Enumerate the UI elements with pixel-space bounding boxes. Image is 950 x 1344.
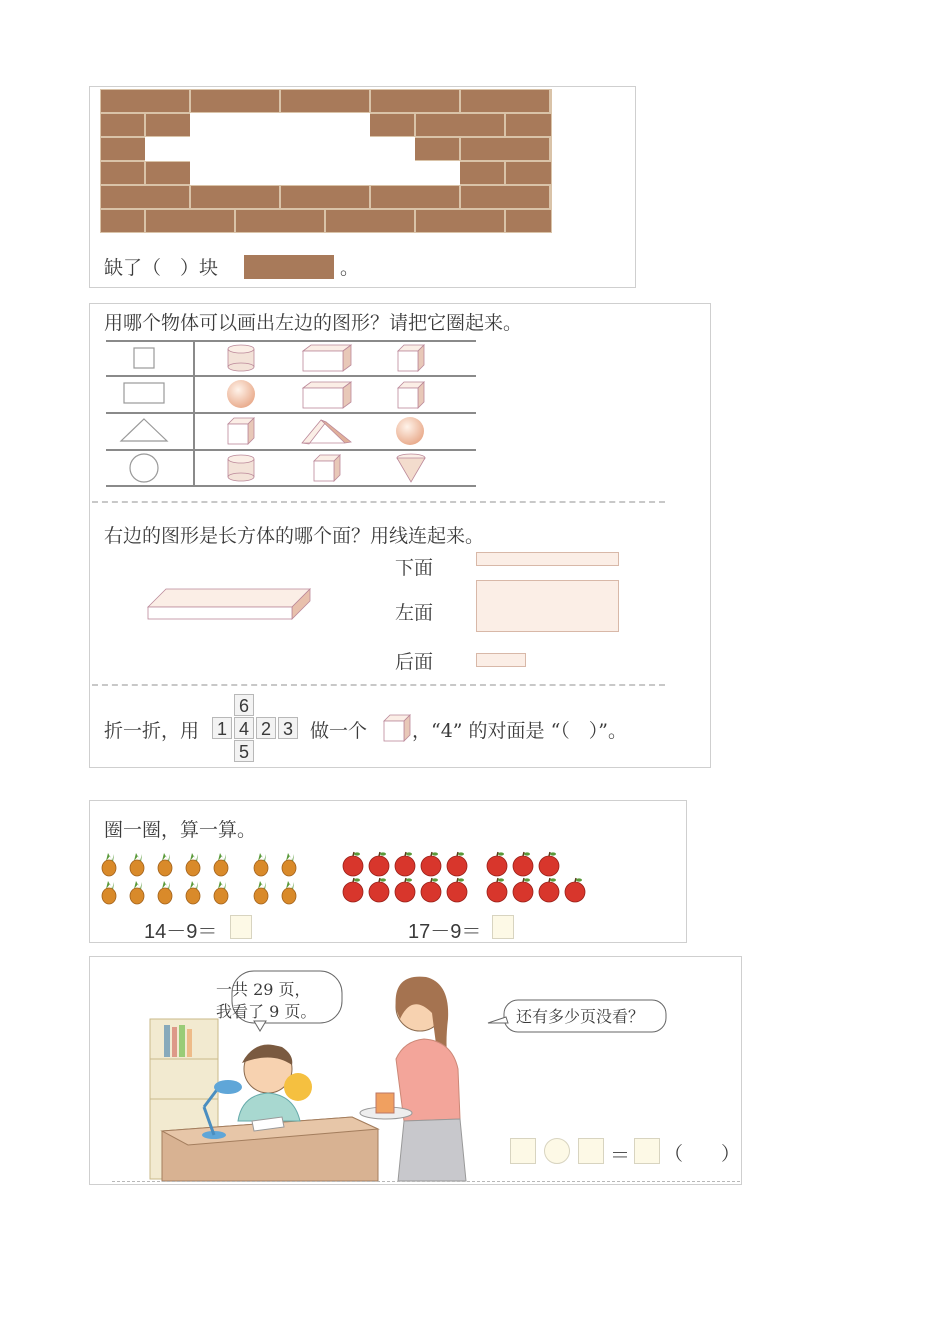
circle-icon	[128, 452, 160, 484]
pineapple-icon	[214, 881, 228, 904]
pineapple-icon	[102, 853, 116, 876]
question-suffix: 。	[340, 257, 360, 279]
pineapple-icon	[254, 853, 268, 876]
apple-icon	[513, 878, 533, 902]
reading-scene-illustration	[142, 959, 542, 1185]
pineapple-icon	[186, 881, 200, 904]
reading-scene-panel	[89, 956, 742, 1185]
pineapple-icon	[186, 853, 200, 876]
net-cell-3: 3	[278, 717, 298, 739]
table-divider	[193, 340, 195, 486]
operand-box-1[interactable]	[510, 1138, 536, 1164]
net-cell-1: 1	[212, 717, 232, 739]
cube-icon[interactable]	[396, 380, 426, 410]
cuboid-icon[interactable]	[301, 343, 353, 373]
triangular-prism-icon[interactable]	[299, 416, 355, 446]
cylinder-icon[interactable]	[225, 453, 257, 483]
brick	[191, 90, 279, 112]
net-cell-4: 4	[234, 717, 254, 739]
fold-prompt-middle: 做一个	[310, 720, 368, 742]
brick-wall-panel	[89, 86, 636, 288]
shape-object-prompt: 用哪个物体可以画出左边的图形？请把它圈起来。	[104, 312, 523, 334]
result-box[interactable]	[634, 1138, 660, 1164]
face-label-bottom: 下面	[395, 557, 434, 579]
apple-icon	[421, 852, 441, 876]
apple-icon	[395, 878, 415, 902]
cube-icon[interactable]	[312, 453, 342, 483]
brick	[371, 90, 459, 112]
apple-icon	[421, 878, 441, 902]
brick-wall-illustration	[100, 89, 560, 245]
brick	[506, 210, 551, 232]
fruit-panel	[89, 800, 687, 943]
equals-sign: ＝	[610, 1145, 630, 1167]
apple-icon	[447, 878, 467, 902]
pineapple-icon	[282, 853, 296, 876]
scene-bottom-dash	[112, 1181, 740, 1182]
pineapple-icon	[214, 853, 228, 876]
mother-speech-text: 还有多少页没看？	[516, 1007, 645, 1026]
net-cell-bottom: 5	[234, 740, 254, 762]
pineapple-group	[92, 847, 312, 907]
pineapple-icon	[282, 881, 296, 904]
sphere-icon[interactable]	[225, 378, 257, 410]
apple-icon	[369, 852, 389, 876]
cube-net	[208, 692, 308, 764]
brick	[461, 186, 549, 208]
pineapple-icon	[102, 881, 116, 904]
question-prefix: 缺了（ ）块	[104, 257, 219, 279]
apple-icon	[487, 852, 507, 876]
triangle-icon	[118, 416, 170, 444]
brick	[416, 210, 504, 232]
brick	[101, 162, 144, 184]
brick	[281, 186, 369, 208]
boy-speech-line-1: 一共 29 页，	[216, 980, 311, 999]
brick	[506, 162, 551, 184]
cylinder-icon[interactable]	[225, 343, 257, 373]
apple-icon	[513, 852, 533, 876]
apple-icon	[369, 878, 389, 902]
brick	[236, 210, 324, 232]
brick	[101, 90, 189, 112]
net-cell-top: 6	[234, 694, 254, 716]
table-line-4	[106, 449, 476, 451]
pineapple-icon	[158, 853, 172, 876]
brick	[191, 186, 279, 208]
square-icon	[132, 346, 156, 370]
equation-17-minus-9: 17－9＝	[408, 921, 482, 943]
table-line-2	[106, 375, 476, 377]
apple-icon	[343, 878, 363, 902]
section-divider-2	[92, 684, 665, 686]
cone-icon[interactable]	[394, 452, 428, 484]
fold-prompt-prefix: 折一折，用	[104, 720, 200, 742]
table-line-5	[106, 485, 476, 487]
brick	[326, 210, 414, 232]
missing-bricks-question	[104, 253, 218, 280]
operator-circle[interactable]	[544, 1138, 570, 1164]
face-match-prompt: 右边的图形是长方体的哪个面？用线连起来。	[104, 525, 485, 547]
geometry-panel	[89, 303, 711, 768]
brick	[371, 186, 459, 208]
apple-icon	[343, 852, 363, 876]
brick	[461, 90, 549, 112]
apple-icon	[539, 878, 559, 902]
apple-icon	[487, 878, 507, 902]
apple-icon	[447, 852, 467, 876]
circle-calc-prompt: 圈一圈，算一算。	[104, 819, 257, 841]
face-shape-back[interactable]	[476, 653, 526, 667]
cuboid-slab-illustration	[146, 585, 314, 625]
net-cell-2: 2	[256, 717, 276, 739]
cuboid-icon[interactable]	[301, 380, 353, 410]
brick	[146, 210, 234, 232]
pineapple-icon	[158, 881, 172, 904]
brick	[101, 114, 144, 136]
brick	[416, 114, 504, 136]
brick	[461, 138, 549, 160]
pineapple-icon	[130, 853, 144, 876]
brick	[506, 114, 551, 136]
table-line-1	[106, 340, 476, 342]
apple-icon	[395, 852, 415, 876]
brick	[281, 90, 369, 112]
apple-icon	[539, 852, 559, 876]
table-line-3	[106, 412, 476, 414]
boy-speech-line-2: 我看了 9 页。	[216, 1002, 317, 1021]
unit-parentheses: （ ）	[664, 1143, 741, 1165]
brick	[101, 210, 144, 232]
cube-icon[interactable]	[226, 416, 256, 446]
sphere-icon[interactable]	[394, 415, 426, 447]
answer-box-1[interactable]	[230, 915, 252, 939]
sample-brick	[244, 255, 334, 279]
apple-group	[342, 847, 602, 907]
equation-14-minus-9: 14－9＝	[144, 921, 218, 943]
face-label-back: 后面	[395, 651, 434, 673]
brick	[101, 186, 189, 208]
face-shape-left[interactable]	[476, 580, 619, 632]
pineapple-icon	[254, 881, 268, 904]
cube-icon	[382, 713, 412, 743]
face-label-left: 左面	[395, 602, 434, 624]
answer-box-2[interactable]	[492, 915, 514, 939]
section-divider-1	[92, 501, 665, 503]
pineapple-icon	[130, 881, 144, 904]
cube-icon[interactable]	[396, 343, 426, 373]
apple-icon	[565, 878, 585, 902]
fold-prompt-suffix: ，“4” 的对面是 “（ ）”。	[412, 720, 628, 742]
face-shape-bottom[interactable]	[476, 552, 619, 566]
operand-box-2[interactable]	[578, 1138, 604, 1164]
rectangle-icon	[122, 381, 166, 405]
